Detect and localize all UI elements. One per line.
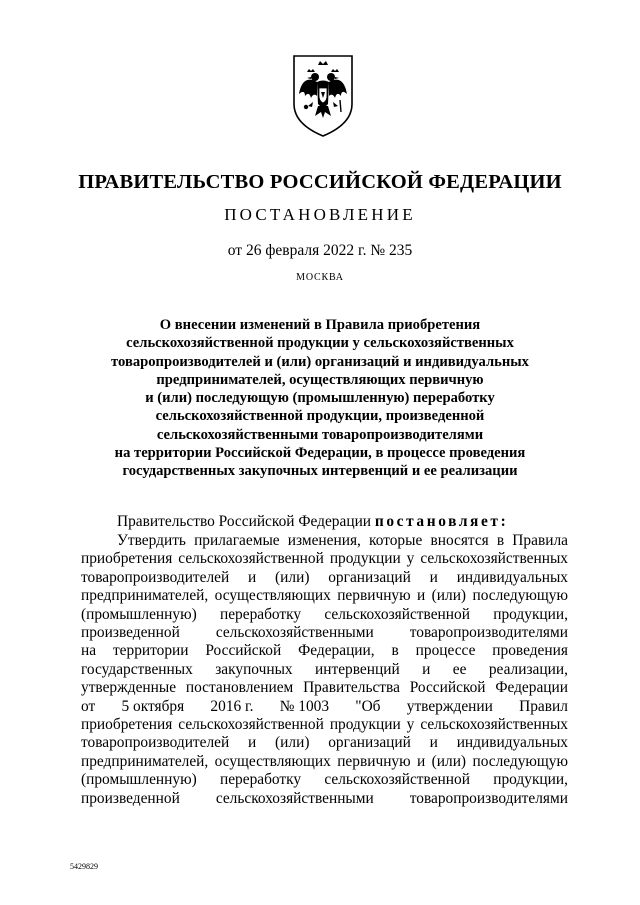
body-word: на: [81, 642, 97, 660]
body-word: приобретения: [81, 550, 173, 568]
body-word: (или): [431, 752, 467, 770]
body-word: первичную: [337, 752, 411, 770]
body-word: проведения: [492, 642, 568, 660]
body-line: [81, 624, 568, 642]
body-word: "Об: [355, 697, 381, 715]
body-word: сельскохозяйственной: [178, 716, 324, 734]
coat-of-arms-icon: [291, 52, 355, 138]
body-word: 2016 г.: [210, 697, 254, 715]
body-line: [81, 753, 568, 771]
subject-line: сельскохозяйственной продукции, произведенной: [155, 408, 485, 425]
body-word: и: [422, 660, 431, 678]
subject-line: и (или) последующую (промышленную) переработку: [145, 390, 495, 407]
body-word: индивидуальных: [456, 568, 568, 586]
body-word: сельскохозяйственной: [324, 605, 470, 623]
body-word: и: [417, 587, 426, 605]
body-word: сельскохозяйственными: [215, 789, 374, 807]
body-word: продукции: [329, 550, 401, 568]
body-word: продукции: [329, 716, 401, 734]
subject-line: сельскохозяйственными товаропроизводителями: [156, 426, 484, 443]
document-id: 5429829: [70, 862, 98, 871]
decree-date-number: от 26 февраля 2022 г. № 235: [227, 242, 413, 259]
body-word: сельскохозяйственных: [420, 716, 568, 734]
body-word: у: [406, 550, 415, 568]
body-word: сельскохозяйственными: [215, 624, 374, 642]
body-word: индивидуальных: [456, 734, 568, 752]
body-word: переработку: [219, 771, 302, 789]
body-word: продукции,: [493, 605, 568, 623]
body-word: изменения,: [287, 532, 361, 549]
body-word: прилагаемые: [194, 532, 280, 549]
body-word: у: [406, 716, 415, 734]
body-word: Правительства: [303, 679, 400, 697]
preamble: [117, 513, 508, 531]
body-line: [81, 587, 568, 605]
body-line: [81, 661, 568, 679]
body-line: [81, 771, 568, 789]
body-word: произведенной: [81, 789, 180, 807]
body-line: [81, 679, 568, 697]
subject-line: сельскохозяйственной продукции у сельскохозяйственных: [126, 335, 514, 352]
body-word: произведенной: [81, 624, 180, 642]
body-word: ее: [452, 660, 467, 678]
body-word: товаропроизводителями: [409, 624, 568, 642]
body-word: (или): [275, 568, 310, 586]
body-word: № 1003: [279, 697, 330, 715]
body-word: Утвердить: [117, 532, 186, 549]
body-word: первичную: [337, 587, 411, 605]
body-word: в: [496, 532, 505, 549]
body-word: осуществляющих: [214, 752, 331, 770]
body-word: товаропроизводителями: [409, 789, 568, 807]
body-line: [81, 790, 568, 808]
body-word: Правил: [519, 697, 568, 715]
body-line: [81, 532, 568, 550]
body-word: Федерации: [495, 679, 568, 697]
body-word: и: [248, 734, 257, 752]
body-word: утвержденные: [81, 679, 177, 697]
body-word: Российской: [205, 642, 282, 660]
body-word: переработку: [219, 605, 302, 623]
subject-line: государственных закупочных интервенций и ее реализации: [122, 463, 518, 480]
body-word: Правила: [512, 532, 568, 549]
subject-line: товаропроизводителей и (или) организаций и индивидуальных: [111, 353, 529, 370]
body-word: (или): [431, 587, 467, 605]
body-word: товаропроизводителей: [81, 734, 230, 752]
body-word: сельскохозяйственных: [420, 550, 568, 568]
body-word: закупочных: [215, 660, 293, 678]
body-word: и: [417, 752, 426, 770]
preamble-text: Правительство Российской Федерации: [117, 513, 375, 530]
body-word: Федерации,: [298, 642, 375, 660]
body-word: предпринимателей,: [81, 587, 209, 605]
body-word: организаций: [328, 734, 411, 752]
body-line: [81, 569, 568, 587]
subject-line: О внесении изменений в Правила приобретения: [159, 317, 481, 333]
body-line: [81, 606, 568, 624]
body-word: товаропроизводителей: [81, 568, 230, 586]
body-word: и: [429, 568, 438, 586]
decree-subject: [100, 316, 540, 481]
body-word: осуществляющих: [214, 587, 331, 605]
body-word: интервенций: [315, 660, 400, 678]
body-word: 5 октября: [121, 697, 185, 715]
subject-line: на территории Российской Федерации, в процессе проведения: [114, 445, 526, 462]
body-word: последующую: [472, 587, 568, 605]
subject-line: предпринимателей, осуществляющих первичную: [156, 371, 484, 388]
body-word: последующую: [472, 752, 568, 770]
body-line: [81, 716, 568, 734]
body-line: [81, 550, 568, 568]
body-word: предпринимателей,: [81, 752, 209, 770]
body-word: территории: [112, 642, 189, 660]
body-word: вносятся: [430, 532, 489, 549]
body-word: организаций: [328, 568, 411, 586]
body-word: и: [429, 734, 438, 752]
body-word: реализации,: [488, 660, 568, 678]
body-text: [81, 532, 568, 808]
city: МОСКВА: [296, 272, 344, 283]
body-word: в: [391, 642, 399, 660]
body-word: утверждении: [406, 697, 493, 715]
body-word: (промышленную): [81, 605, 197, 623]
preamble-decrees: постановляет:: [374, 513, 509, 530]
body-word: государственных: [81, 660, 193, 678]
body-word: и: [248, 568, 257, 586]
body-word: которые: [369, 532, 423, 549]
body-word: процессе: [415, 642, 476, 660]
decree-type: ПОСТАНОВЛЕНИЕ: [224, 205, 416, 224]
body-word: от: [81, 697, 96, 715]
body-word: (промышленную): [81, 771, 197, 789]
body-line: [81, 642, 568, 660]
body-word: продукции,: [493, 771, 568, 789]
body-word: Российской: [409, 679, 486, 697]
body-word: постановлением: [185, 679, 294, 697]
body-word: (или): [275, 734, 310, 752]
body-line: [81, 734, 568, 752]
body-word: сельскохозяйственной: [324, 771, 470, 789]
body-word: приобретения: [81, 716, 173, 734]
body-word: сельскохозяйственной: [178, 550, 324, 568]
government-title: ПРАВИТЕЛЬСТВО РОССИЙСКОЙ ФЕДЕРАЦИИ: [78, 171, 562, 193]
body-line: [81, 698, 568, 716]
